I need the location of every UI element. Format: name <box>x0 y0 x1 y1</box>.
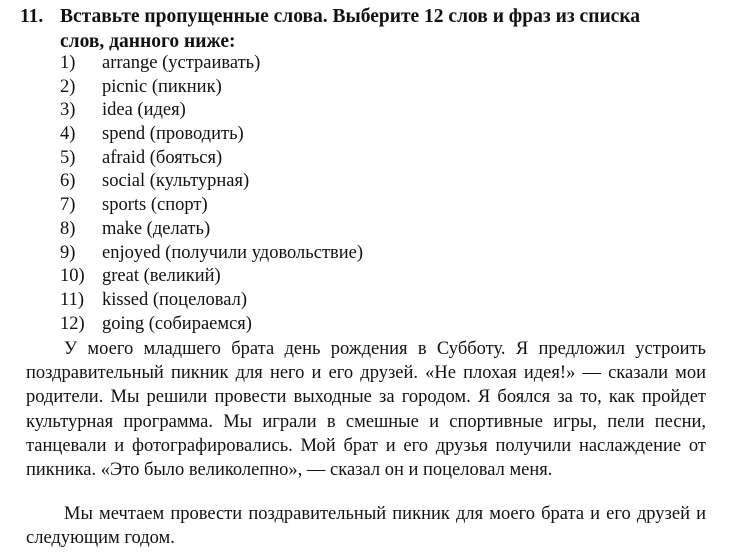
item-text: enjoyed (получили удовольствие) <box>102 242 364 263</box>
item-text: make (делать) <box>102 218 211 239</box>
item-number: 12) <box>60 313 85 334</box>
item-text: idea (идея) <box>102 100 186 121</box>
item-number: 10) <box>60 266 85 287</box>
list-item <box>60 52 363 76</box>
list-item <box>60 194 363 218</box>
list-item <box>60 76 363 100</box>
item-text: arrange (устраивать) <box>102 53 261 73</box>
list-item <box>60 265 363 289</box>
item-number: 11) <box>60 289 84 310</box>
item-number: 5) <box>60 147 76 168</box>
item-text: social (культурная) <box>102 171 250 192</box>
item-text: spend (проводить) <box>102 124 244 145</box>
task-instruction-line-2: слов, данного ниже: <box>60 31 236 52</box>
list-item <box>60 123 363 147</box>
item-number: 4) <box>60 124 76 145</box>
item-number: 9) <box>60 242 76 263</box>
item-text: sports (спорт) <box>102 195 208 216</box>
task-heading <box>20 4 710 54</box>
item-number: 1) <box>60 53 76 73</box>
item-number: 6) <box>60 171 76 192</box>
list-item <box>60 313 363 337</box>
item-text: picnic (пикник) <box>102 76 222 97</box>
item-number: 2) <box>60 76 76 97</box>
story-paragraph-1: У моего младшего брата день рождения в Субботу. Я предложил устроить поздравительный пикник для него и его друзей. «Не плохая идея!» — сказали мои родители. Мы решили провести выходные за городом. Я боялся за то, как пройдет культурная программа. Мы играли в смешные и спортивные игры, пели песни, танцевали и фотографировались. Мой брат и его друзья получили наслаждение от пикника. «Это было великолепно», — сказал он и поцеловал меня. <box>26 339 706 481</box>
story-paragraph-2: Мы мечтаем провести поздравительный пикник для моего брата и его друзей и следующим годом. <box>26 504 706 549</box>
item-text: great (великий) <box>102 266 221 287</box>
item-text: afraid (бояться) <box>102 147 223 168</box>
item-text: going (собираемся) <box>102 313 252 334</box>
item-number: 7) <box>60 195 76 216</box>
task-number: 11. <box>20 6 44 27</box>
list-item <box>60 218 363 242</box>
list-item <box>60 242 363 266</box>
list-item <box>60 147 363 171</box>
item-number: 3) <box>60 100 76 121</box>
task-instruction-line-1: Вставьте пропущенные слова. Выберите 12 слов и фраз из списка <box>60 6 641 27</box>
item-text: kissed (поцеловал) <box>102 289 248 310</box>
item-number: 8) <box>60 218 76 239</box>
list-item <box>60 170 363 194</box>
word-list <box>60 52 363 336</box>
list-item <box>60 289 363 313</box>
list-item <box>60 99 363 123</box>
